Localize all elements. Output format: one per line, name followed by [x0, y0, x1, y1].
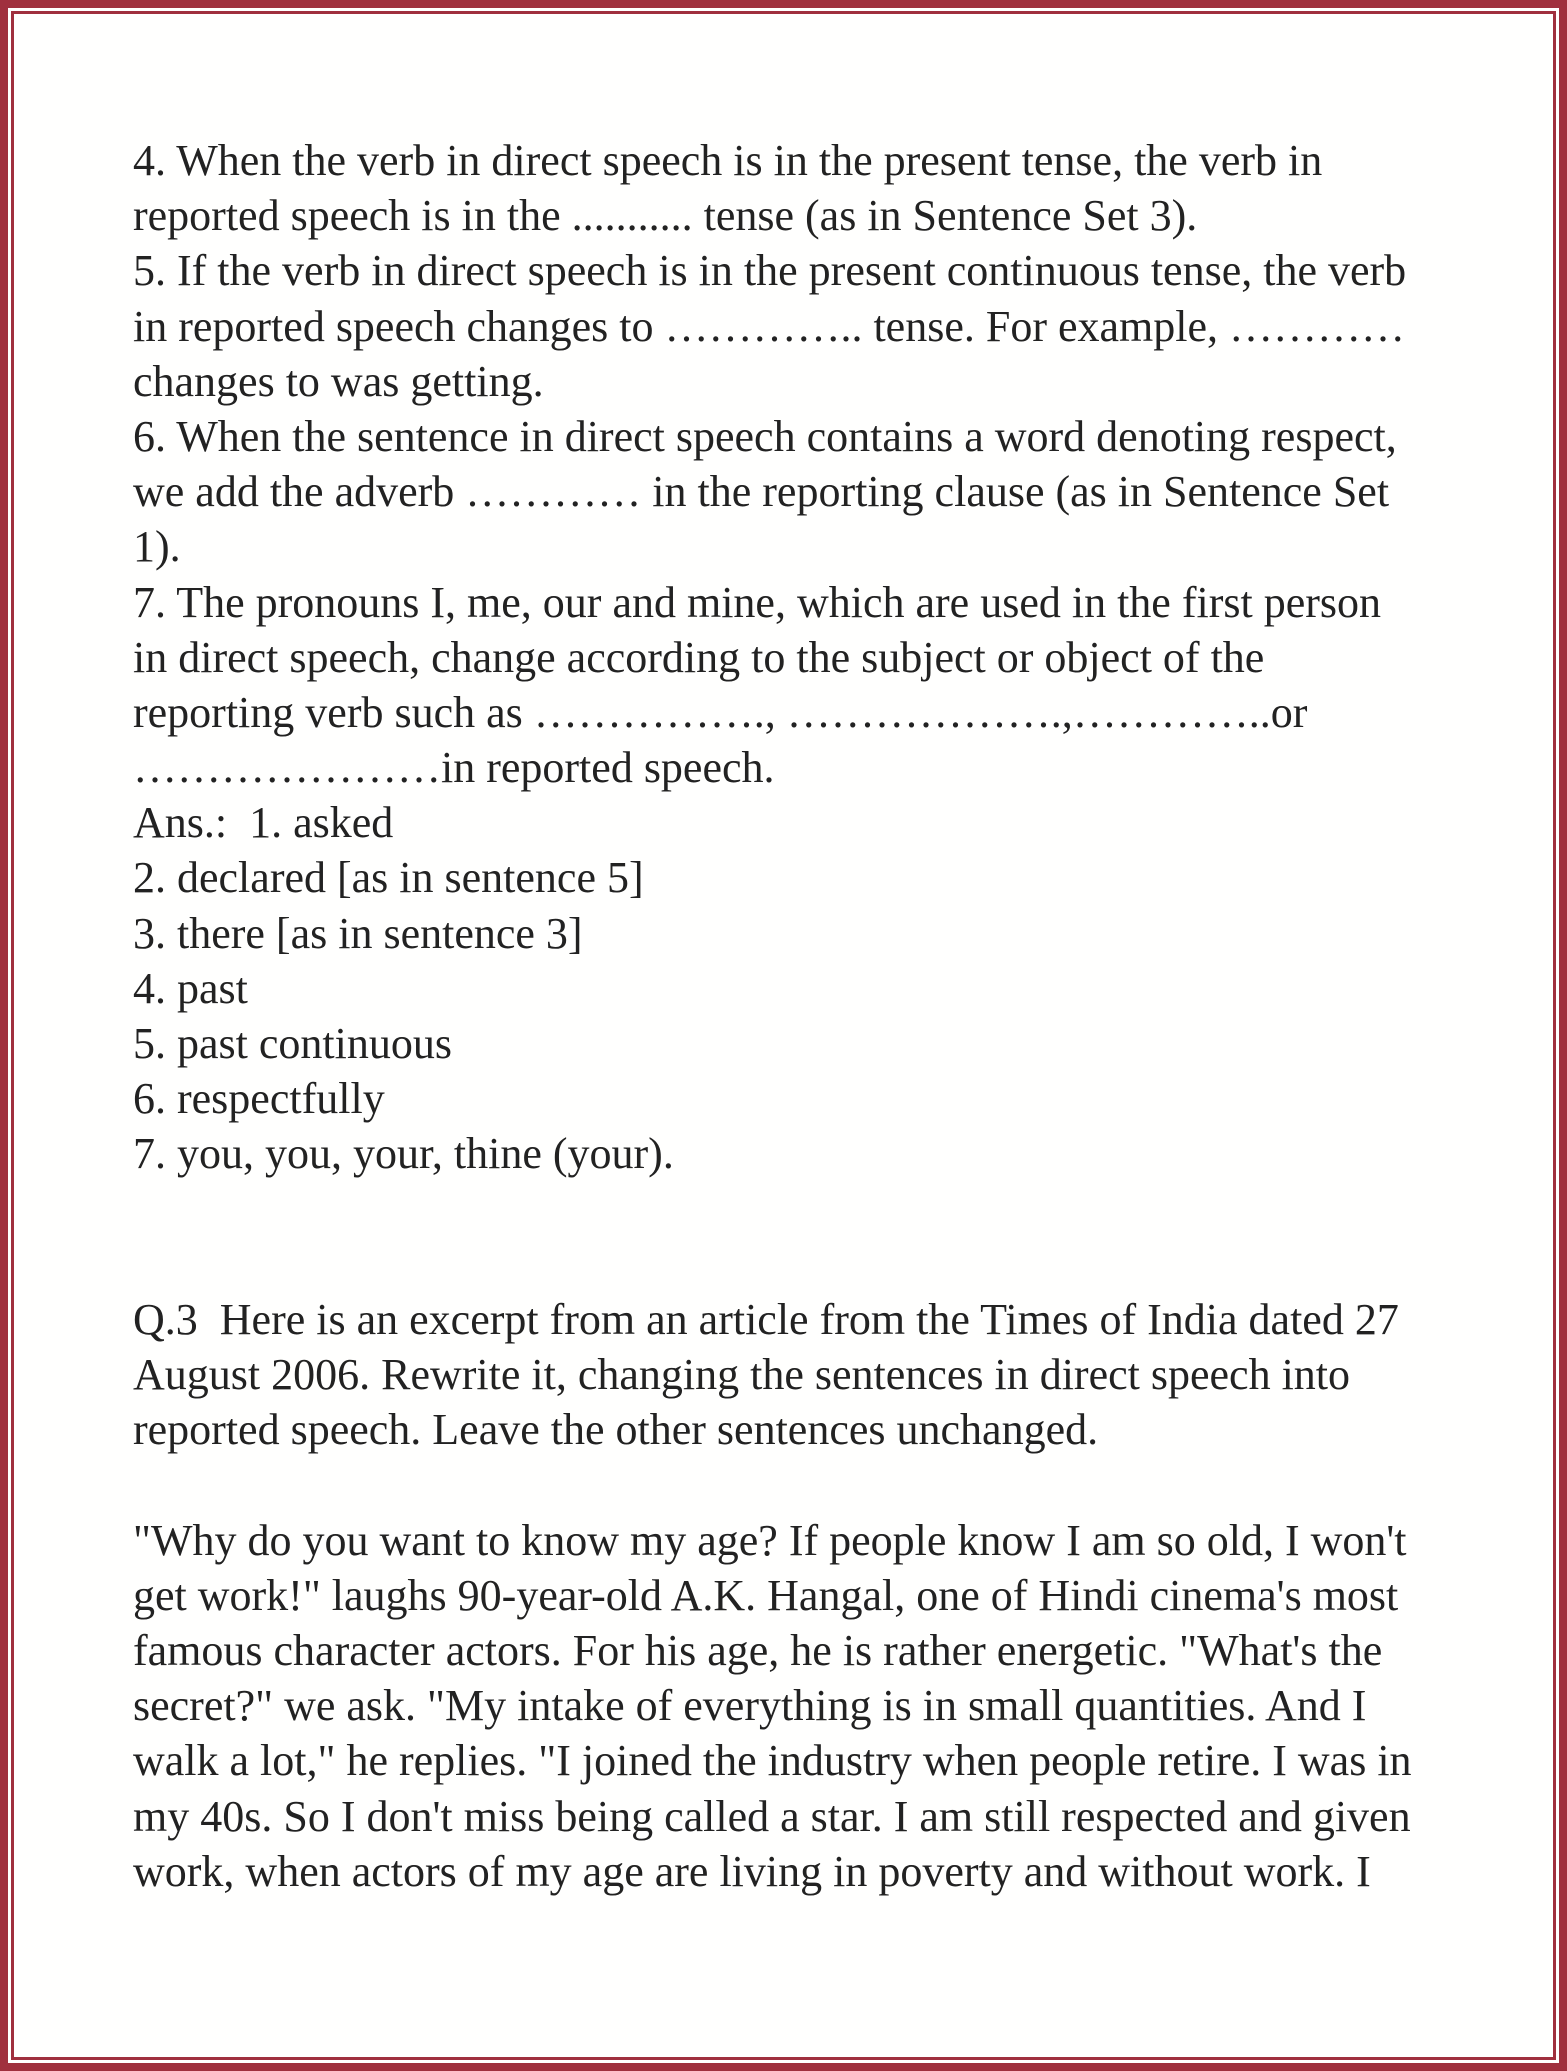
text-line: 4. When the verb in direct speech is in the present tense, the verb in [133, 136, 1323, 185]
text-line: Ans.: 1. asked [133, 798, 394, 848]
text-line [133, 1237, 1453, 1292]
text-line: Q.3 Here is an excerpt from an article from the Times of India dated 27 [133, 1294, 1399, 1344]
text-line: my 40s. So I don't miss being called a star. I am still respected and given [133, 1791, 1411, 1841]
text-line: "Why do you want to know my age? If people know I am so old, I won't [133, 1515, 1407, 1565]
text-line: 5. If the verb in direct speech is in the present continuous tense, the verb [133, 246, 1407, 296]
text-line [133, 1458, 1453, 1513]
text-line: reported speech. Leave the other sentences unchanged. [133, 1405, 1099, 1455]
text-line: get work!" laughs 90-year-old A.K. Hangal, one of Hindi cinema's most [133, 1570, 1399, 1620]
text-line: in reported speech changes to ………….. tense. For example, ………… [133, 301, 1406, 351]
text-line: we add the adverb ………… in the reporting clause (as in Sentence Set [133, 467, 1390, 517]
text-line: August 2006. Rewrite it, changing the sentences in direct speech into [133, 1350, 1351, 1400]
text-line: 6. respectfully [133, 1074, 385, 1124]
text-line: 3. there [as in sentence 3] [133, 908, 583, 958]
text-line: changes to was getting. [133, 356, 544, 406]
text-line: 5. past continuous [133, 1019, 452, 1068]
text-line: 2. declared [as in sentence 5] [133, 853, 644, 903]
text-line: in direct speech, change according to the subject or object of the [133, 632, 1265, 682]
text-line: 7. you, you, your, thine (your). [133, 1129, 674, 1179]
text-line [133, 1182, 1453, 1237]
text-line: reporting verb such as ……………., ……………….,…………..or [133, 687, 1308, 737]
text-line: 6. When the sentence in direct speech contains a word denoting respect, [133, 411, 1397, 461]
text-line: 4. past [133, 963, 248, 1013]
text-line: famous character actors. For his age, he is rather energetic. "What's the [133, 1626, 1383, 1676]
text-line: work, when actors of my age are living in poverty and without work. I [133, 1846, 1371, 1896]
document-body [133, 133, 1453, 1899]
text-line: reported speech is in the ........... tense (as in Sentence Set 3). [133, 191, 1198, 241]
text-line: secret?" we ask. "My intake of everything is in small quantities. And I [133, 1681, 1367, 1731]
text-line: 1). [133, 522, 181, 572]
text-line: …………………in reported speech. [133, 743, 775, 793]
text-line: walk a lot," he replies. "I joined the industry when people retire. I was in [133, 1736, 1412, 1786]
text-line: 7. The pronouns I, me, our and mine, which are used in the first person [133, 577, 1382, 627]
